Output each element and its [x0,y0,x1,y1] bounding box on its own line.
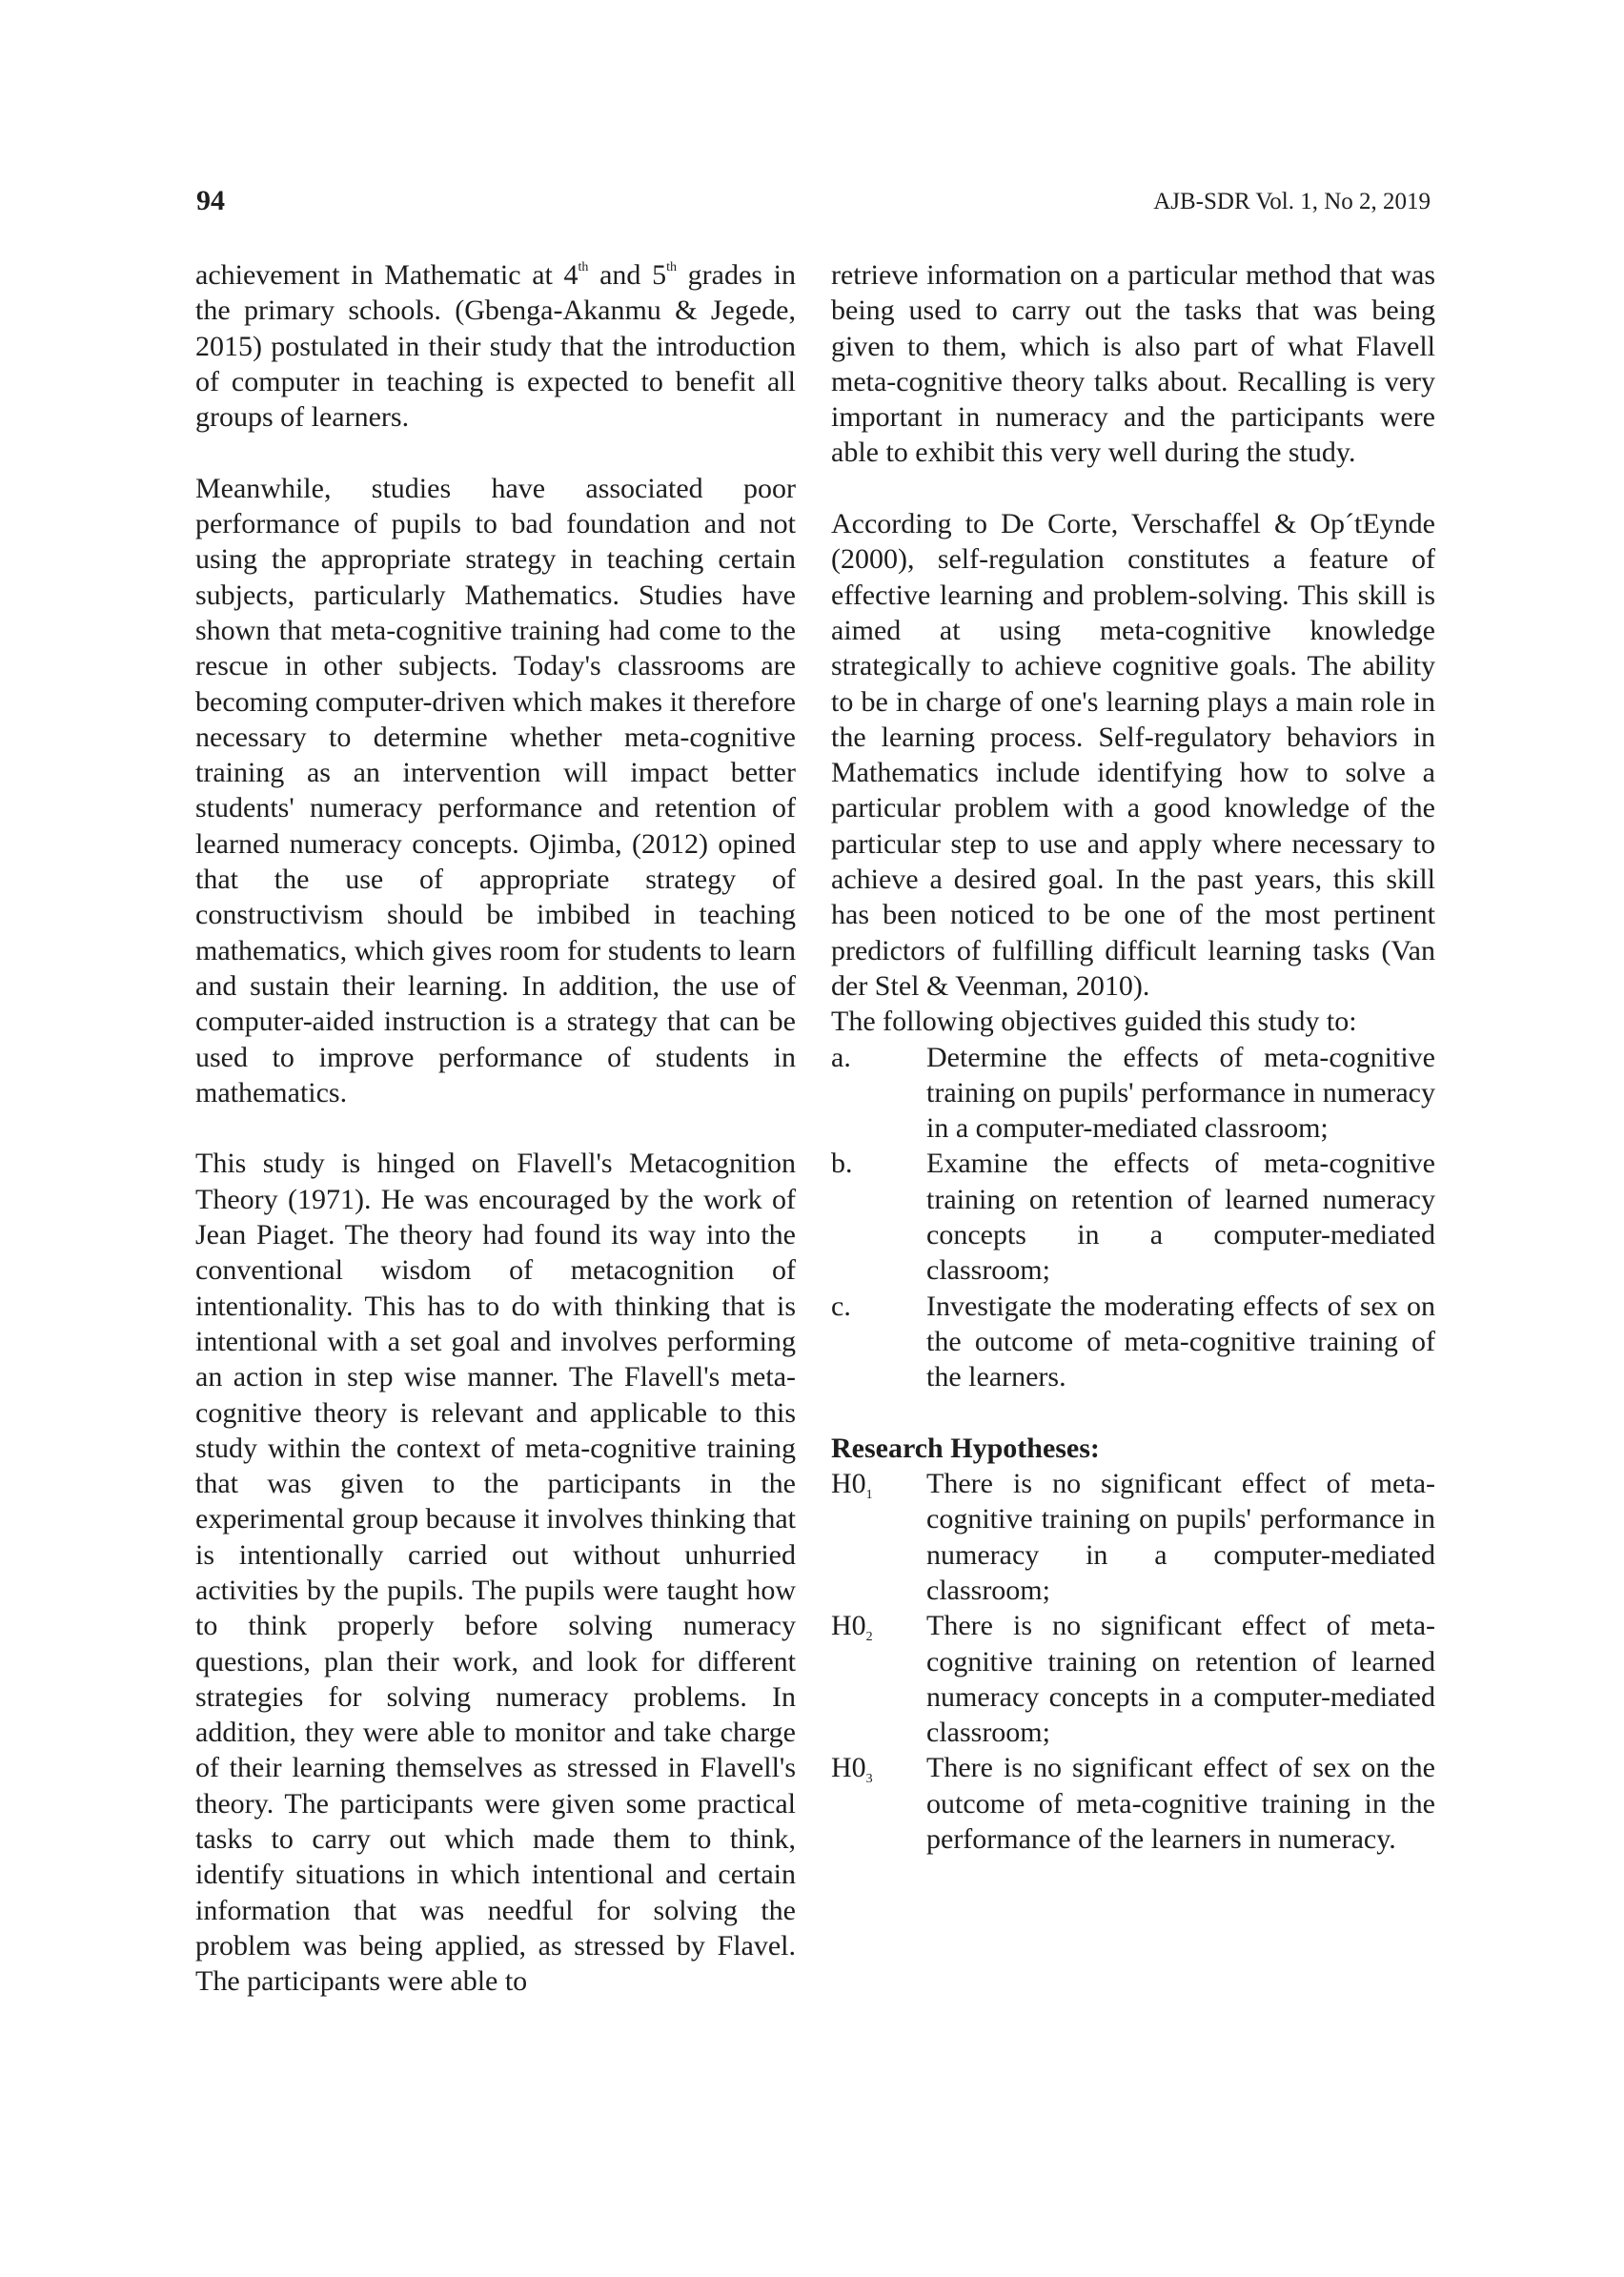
ordinal-superscript: th [666,260,677,274]
list-marker: b. [831,1148,853,1180]
ordinal-superscript: th [578,260,589,274]
hypothesis-item [831,1466,1435,1608]
hypotheses-list [831,1466,1435,1857]
paragraph-intro-achievement [195,257,796,435]
hypothesis-item [831,1750,1435,1857]
section-heading-research-hypotheses: Research Hypotheses: [831,1432,1100,1464]
objectives-list [831,1040,1435,1395]
right-column [831,257,1435,1857]
hypothesis-label [831,1608,926,1750]
hypothesis-label-text: H0 [831,1610,866,1642]
text-span: grades in the primary schools. (Gbenga-Akanmu & Jegede, 2015) postulated in their study that the introduction of computer in teaching is expected to benefit all groups of learners. [195,259,796,434]
spacer [831,1395,1435,1431]
hypothesis-label-text: H0 [831,1468,866,1500]
list-marker: c. [831,1290,851,1322]
hypothesis-label-text: H0 [831,1752,866,1784]
hypothesis-label [831,1750,926,1857]
hypothesis-text: There is no significant effect of sex on the outcome of meta-cognitive training in the performance of the learners in numeracy. [926,1752,1435,1856]
hypothesis-text: There is no significant effect of meta-cognitive training on pupils' performance in numeracy in a computer-mediated classroom; [926,1468,1435,1606]
list-marker: a. [831,1041,851,1073]
paragraph-meanwhile: Meanwhile, studies have associated poor performance of pupils to bad foundation and not using the appropriate strategy in teaching certain subjects, particularly Mathematics. Studies have shown that meta-cognitive training had come to the rescue in other subjects. Today's classrooms are becoming computer-driven which makes it therefore necessary to determine whether meta-cognitive training as an intervention will impact better students' numeracy performance and retention of learned numeracy concepts. Ojimba, (2012) opined that the use of appropriate strategy of constructivism should be imbibed in teaching mathematics, which gives room for students to learn and sustain their learning. In addition, the use of computer-aided instruction is a strategy that can be used to improve performance of students in mathematics. [195,472,796,1108]
objective-text: Examine the effects of meta-cognitive training on retention of learned numeracy concepts in a computer-mediated classroom; [926,1148,1435,1287]
hypothesis-item [831,1608,1435,1750]
paragraph-retrieve-information: retrieve information on a particular method that was being used to carry out the tasks that was being given to them, which is also part of what Flavell meta-cognitive theory talks about. Recalling is very important in numeracy and the participants were able to exhibit this very well during the study. [831,259,1435,469]
objective-text: Determine the effects of meta-cognitive training on pupils' performance in numeracy in a computer-mediated classroom; [926,1041,1435,1145]
objective-item [831,1289,1435,1395]
objective-text: Investigate the moderating effects of sex on the outcome of meta-cognitive training of the learners. [926,1290,1435,1393]
hypothesis-subscript: 1 [865,1488,873,1503]
hypothesis-label [831,1466,926,1608]
page-number: 94 [196,185,225,216]
hypothesis-text: There is no significant effect of meta-cognitive training on retention of learned numeracy concepts in a computer-mediated classroom; [926,1610,1435,1749]
paragraph-flavell-theory: This study is hinged on Flavell's Metacognition Theory (1971). He was encouraged by the work of Jean Piaget. The theory had found its way into the conventional wisdom of metacognition of intentionality. This has to do with thinking that is intentional with a set goal and involves performing an action in step wise manner. The Flavell's meta-cognitive theory is relevant and applicable to this study within the context of meta-cognitive training that was given to the participants in the experimental group because it involves thinking that is intentionally carried out without unhurried activities by the pupils. The pupils were taught how to think properly before solving numeracy questions, plan their work, and look for different strategies for solving numeracy problems. In addition, they were able to monitor and take charge of their learning themselves as stressed in Flavell's theory. The participants were given some practical tasks to carry out which made them to think, identify situations in which intentional and certain information that was needful for solving the problem was being applied, as stressed by Flavel. The participants were able to [195,1148,796,1998]
text-span: and 5 [588,259,667,291]
left-column [195,257,796,2000]
running-head: AJB-SDR Vol. 1, No 2, 2019 [1153,189,1431,214]
objective-item [831,1040,1435,1147]
hypothesis-subscript: 2 [865,1630,873,1645]
paragraph-self-regulation: According to De Corte, Verschaffel & Op´tEynde (2000), self-regulation constitutes a feature of effective learning and problem-solving. This skill is aimed at using meta-cognitive knowledge strategically to achieve cognitive goals. The ability to be in charge of one's learning plays a main role in the learning process. Self-regulatory behaviors in Mathematics include identifying how to solve a particular problem with a good knowledge of the particular step to use and apply where necessary to achieve a desired goal. In the past years, this skill has been noticed to be one of the most pertinent predictors of fulfilling difficult learning tasks (Van der Stel & Veenman, 2010). [831,508,1435,1002]
objectives-intro: The following objectives guided this study to: [831,1006,1357,1038]
text-span: achievement in Mathematic at 4 [195,259,579,291]
hypothesis-subscript: 3 [865,1772,873,1787]
objective-item [831,1146,1435,1288]
